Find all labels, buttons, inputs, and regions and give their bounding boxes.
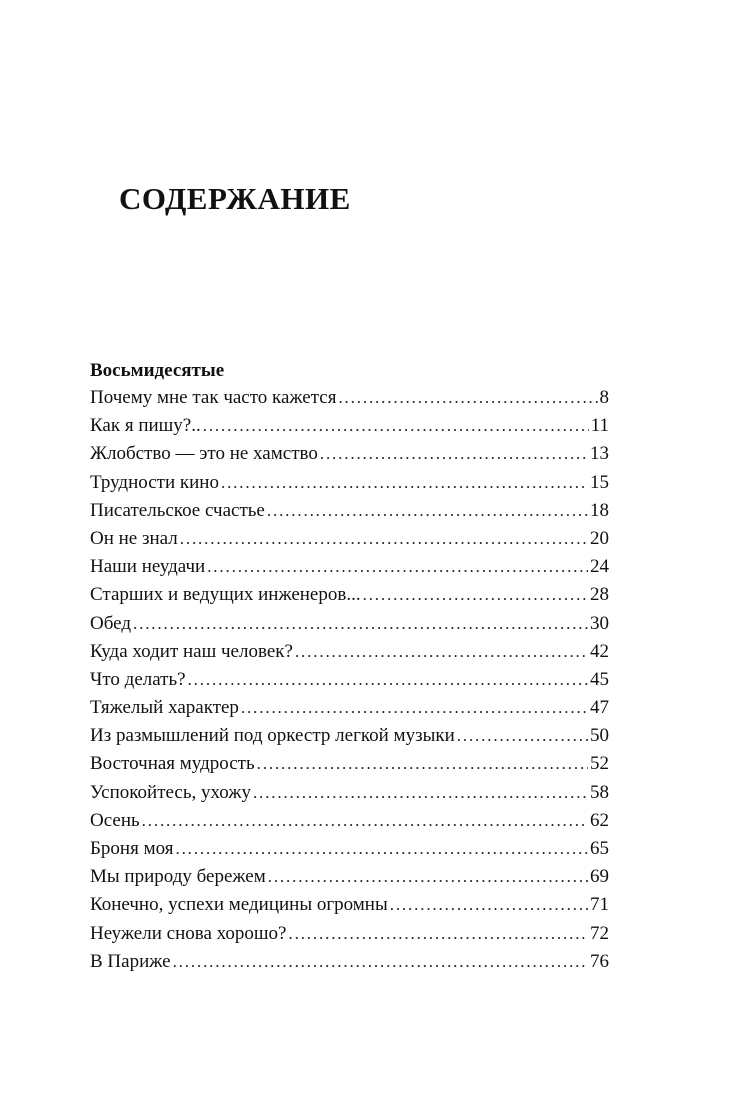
toc-entry[interactable] — [90, 863, 609, 891]
section-heading: Восьмидесятые — [90, 360, 225, 381]
toc-entry-page-number: 30 — [590, 612, 609, 634]
toc-entry[interactable] — [90, 807, 609, 835]
toc-entry-page-number: 69 — [590, 866, 609, 888]
toc-entry-page-number: 47 — [590, 697, 609, 719]
toc-entry-page-number: 58 — [590, 781, 609, 803]
toc-entry[interactable] — [90, 610, 609, 638]
toc-entry-title: Броня моя — [90, 838, 174, 859]
toc-dot-leader — [142, 807, 588, 835]
toc-entry-title: Неужели снова хорошо? — [90, 922, 287, 944]
toc-dot-leader — [338, 384, 597, 412]
toc-entry-title: Куда ходит наш человек? — [90, 640, 293, 662]
toc-dot-leader — [457, 722, 588, 750]
toc-dot-leader — [267, 497, 588, 525]
toc-entry[interactable] — [90, 666, 609, 694]
toc-dot-leader — [268, 863, 588, 891]
toc-entry-title: Писательское счастье — [90, 499, 265, 521]
toc-entry-page-number: 8 — [599, 387, 609, 408]
toc-dot-leader — [180, 525, 588, 553]
toc-entry[interactable] — [90, 469, 609, 497]
toc-entry-title: Осень — [90, 809, 140, 831]
toc-entry[interactable] — [90, 638, 609, 666]
toc-dot-leader — [363, 581, 588, 609]
toc-entry-title: Тяжелый характер — [90, 697, 239, 719]
toc-entry-page-number: 13 — [590, 443, 609, 465]
toc-dot-leader — [241, 694, 588, 722]
toc-dot-leader — [175, 835, 588, 863]
toc-dot-leader — [188, 666, 588, 694]
toc-entry[interactable] — [90, 779, 609, 807]
toc-dot-leader — [253, 779, 588, 807]
toc-dot-leader — [289, 920, 589, 948]
toc-dot-leader — [173, 948, 588, 976]
toc-entry-title: Почему мне так часто кажется — [90, 387, 337, 408]
toc-entry-title: Жлобство — это не хамство — [90, 443, 318, 465]
toc-entry-page-number: 42 — [590, 640, 609, 662]
toc-dot-leader — [203, 412, 589, 440]
toc-entry-page-number: 20 — [590, 527, 609, 549]
toc-entry-page-number: 50 — [590, 725, 609, 747]
toc-entry[interactable] — [90, 384, 609, 412]
toc-entry[interactable] — [90, 722, 609, 750]
toc-entry[interactable] — [90, 412, 609, 440]
toc-entry[interactable] — [90, 920, 609, 948]
toc-entry-page-number: 15 — [590, 471, 609, 493]
toc-entry-page-number: 45 — [590, 668, 609, 690]
toc-dot-leader — [207, 553, 588, 581]
page-title: СОДЕРЖАНИЕ — [119, 180, 351, 216]
toc-entry[interactable] — [90, 891, 609, 919]
toc-entry-page-number: 62 — [590, 809, 609, 831]
toc-entry-page-number: 71 — [590, 894, 609, 916]
toc-entry[interactable] — [90, 525, 609, 553]
toc-dot-leader — [133, 610, 588, 638]
toc-entry-title: Что делать? — [90, 668, 186, 690]
toc-dot-leader — [221, 469, 588, 497]
toc-dot-leader — [295, 638, 588, 666]
toc-entry[interactable] — [90, 497, 609, 525]
toc-entry-title: Восточная мудрость — [90, 753, 255, 775]
toc-entry[interactable] — [90, 750, 609, 778]
toc-entry-title: Как я пишу?.. — [90, 415, 201, 437]
table-of-contents — [90, 357, 609, 976]
toc-entry-title: Конечно, успехи медицины огромны — [90, 894, 388, 916]
toc-entry-title: Из размышлений под оркестр легкой музыки — [90, 725, 455, 747]
toc-entry-page-number: 72 — [590, 922, 609, 944]
toc-entry[interactable] — [90, 581, 609, 609]
toc-entry-title: Он не знал — [90, 527, 178, 549]
toc-dot-leader — [390, 891, 588, 919]
toc-entry-title: Трудности кино — [90, 471, 219, 493]
toc-entry-page-number: 11 — [590, 415, 609, 437]
toc-entry-page-number: 76 — [590, 950, 609, 972]
toc-entry[interactable] — [90, 694, 609, 722]
toc-entry-title: Успокойтесь, ухожу — [90, 781, 251, 803]
toc-entry-page-number: 65 — [590, 838, 609, 859]
toc-entry-page-number: 18 — [590, 499, 609, 521]
toc-entry-page-number: 52 — [590, 753, 609, 775]
toc-entry-title: Обед — [90, 612, 131, 634]
toc-dot-leader — [257, 750, 588, 778]
toc-entry-title: Старших и ведущих инженеров... — [90, 584, 361, 606]
toc-entry-title: Мы природу бережем — [90, 866, 266, 888]
toc-entry[interactable] — [90, 835, 609, 863]
toc-entry[interactable] — [90, 440, 609, 468]
toc-entry-title: Наши неудачи — [90, 556, 206, 578]
toc-list — [90, 384, 609, 976]
toc-entry-page-number: 28 — [590, 584, 609, 606]
toc-entry[interactable] — [90, 948, 609, 976]
toc-entry-title: В Париже — [90, 950, 171, 972]
toc-entry[interactable] — [90, 553, 609, 581]
toc-dot-leader — [320, 440, 588, 468]
toc-entry-page-number: 24 — [590, 556, 609, 578]
